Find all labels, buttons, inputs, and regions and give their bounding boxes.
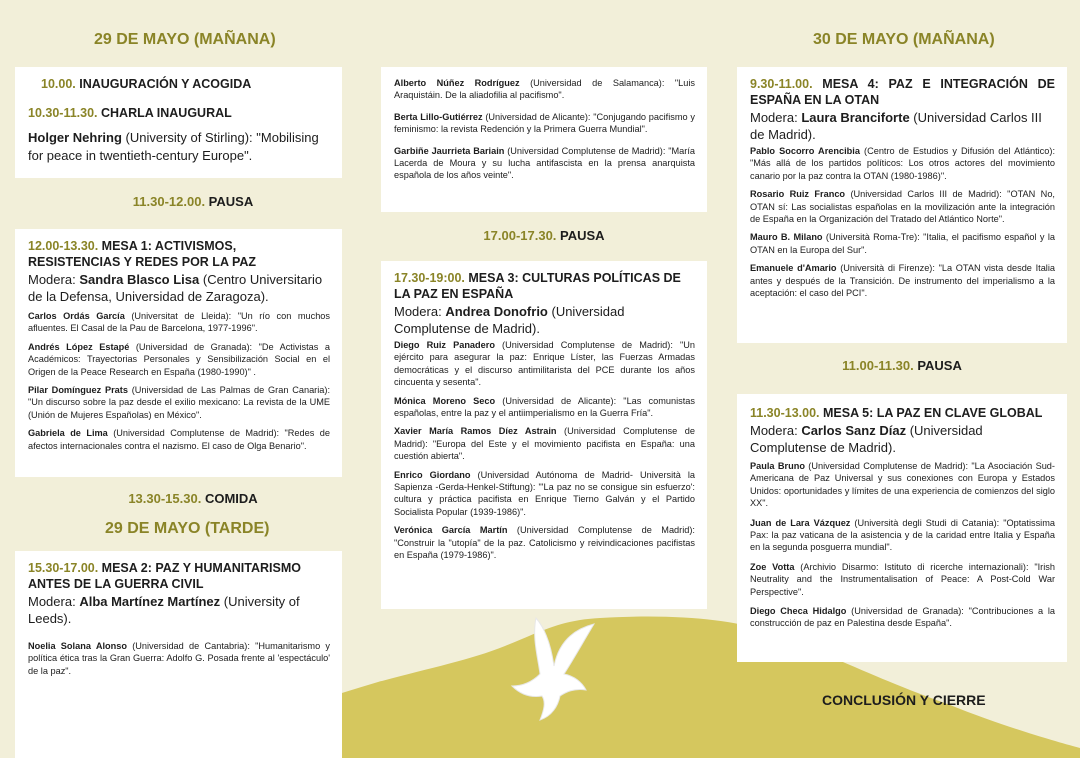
paper-item: Mauro B. Milano (Università Roma-Tre): "Italia, el pacifismo español y la OTAN en la Europa del Sur". bbox=[750, 232, 1055, 255]
paper-item: Xavier María Ramos Díez Astrain (Universidad Complutense de Madrid): "Europa del Este y el movimiento pacifista en España: una cuestión abierta". bbox=[394, 426, 695, 462]
mesa-1-box bbox=[15, 229, 342, 477]
mesa-3-papers bbox=[394, 339, 695, 562]
mesa-2-continued-box bbox=[381, 67, 707, 212]
paper-item: Juan de Lara Vázquez (Università degli Studi di Catania): "Optatissima Pax: la paz vaticana de la asistencia y de la caridad entre Italia y España en la segunda posguerra mundial". bbox=[750, 517, 1055, 553]
mesa-3-box bbox=[381, 261, 707, 609]
mesa-2-heading: 15.30-17.00. MESA 2: PAZ Y HUMANITARISMO ANTES DE LA GUERRA CIVIL bbox=[28, 561, 301, 591]
mesa-5-box bbox=[737, 394, 1067, 662]
mesa-1-heading: 12.00-13.30. MESA 1: ACTIVISMOS, RESISTENCIAS Y REDES POR LA PAZ bbox=[28, 239, 257, 269]
opening-box bbox=[15, 67, 342, 178]
paper-item: Pablo Socorro Arencibia (Centro de Estudios y Difusión del Atlántico): "Más allá de los partidos políticos: Los otros actores del movimiento canario por la paz contra la OTAN (1980-1986)". bbox=[750, 146, 1055, 181]
keynote-speaker: Holger Nehring (University of Stirling): "Mobilising for peace in twentieth-century Europe". bbox=[28, 130, 319, 163]
paper-item: Gabriela de Lima (Universidad Complutense de Madrid): "Redes de afectos internacionales contra el nazismo. El caso de Olga Benario". bbox=[28, 428, 330, 451]
day-heading-30-morning: 30 DE MAYO (MAÑANA) bbox=[813, 31, 995, 48]
mesa-1-papers bbox=[28, 310, 330, 452]
mesa-4-heading: 9.30-11.00. MESA 4: PAZ E INTEGRACIÓN DE ESPAÑA EN LA OTAN bbox=[750, 77, 1055, 107]
paper-item: Paula Bruno (Universidad Complutense de Madrid): "La Asociación Sud-Americana de Paz Universal y sus conexiones con Europa y Estados Unidos: oportunidades y límites de una experiencia de comienzos del siglo XX". bbox=[750, 461, 1055, 509]
paper-item: Zoe Votta (Archivio Disarmo: Istituto di ricerche internazionali): "Irish Neutrality and the Instrumentalisation of Peace: A Post-Cold War Perspective". bbox=[750, 561, 1055, 597]
pause-1: 11.30-12.00. PAUSA bbox=[132, 194, 254, 209]
paper-item: Carlos Ordás García (Universitat de Lleida): "Un río con muchos afluentes. El Casal de la Pau de Barcelona, 1977-1996". bbox=[28, 311, 331, 334]
paper-item: Mónica Moreno Seco (Universidad de Alicante): "Las comunistas españolas, entre la paz y el antiimperialismo en la Guerra Fría". bbox=[394, 395, 696, 419]
mesa-2-moderator: Modera: Alba Martínez Martínez (University of Leeds). bbox=[28, 594, 300, 626]
lunch-break: 13.30-15.30. COMIDA bbox=[128, 491, 258, 506]
paper-item: Alberto Núñez Rodríguez (Universidad de Salamanca): "Luis Araquistáin. De la aliadofilia al pacifismo". bbox=[394, 78, 695, 101]
paper-item: Noelia Solana Alonso (Universidad de Cantabria): "Humanitarismo y política ética tras la Gran Guerra: Adolfo G. Posada frente al 'espectáculo' de la paz". bbox=[28, 641, 331, 676]
mesa-1-moderator: Modera: Sandra Blasco Lisa (Centro Universitario de la Defensa, Universidad de Zaragoza). bbox=[28, 272, 323, 304]
opening-heading: 10.00. INAUGURACIÓN Y ACOGIDA bbox=[41, 77, 252, 91]
mesa-4-papers bbox=[750, 145, 1055, 299]
mesa-3-heading: 17.30-19:00. MESA 3: CULTURAS POLÍTICAS DE LA PAZ EN ESPAÑA bbox=[394, 271, 681, 301]
paper-item: Verónica García Martín (Universidad Complutense de Madrid): "Construir la "utopía" de la paz. Catolicismo y reivindicaciones pacifistas en España (1979-1986)". bbox=[394, 525, 695, 561]
paper-item: Diego Ruiz Panadero (Universidad Complutense de Madrid): "Un ejército para asegurar la paz: Enrique Líster, las Fuerzas Armadas democráticas y el discurso antimilitarista del PCE durante los años cincuenta y sesenta". bbox=[394, 340, 695, 388]
mesa-5-moderator: Modera: Carlos Sanz Díaz (Universidad Complutense de Madrid). bbox=[750, 423, 983, 455]
paper-item: Enrico Giordano (Universidad Autónoma de Madrid- Università la Sapienza -Gerda-Henkel-Stiftung): "'La paz no se consigue sin esfuerzo': cultura y práctica pacifista en Enrique Tierno Galván y el Partido Socialista Popular (1939-1986)". bbox=[394, 469, 695, 517]
pause-3: 11.00-11.30. PAUSA bbox=[842, 358, 962, 373]
day-heading-29-afternoon: 29 DE MAYO (TARDE) bbox=[105, 520, 270, 537]
pause-2: 17.00-17.30. PAUSA bbox=[483, 228, 605, 243]
mesa-2-box bbox=[15, 551, 342, 758]
paper-item: Rosario Ruiz Franco (Universidad Carlos III de Madrid): "OTAN No, OTAN sí: Las socialistas españolas en la movilización ante la integración de España en la Organización del Tratado del Atlántico Norte". bbox=[750, 189, 1055, 225]
mesa-5-heading: 11.30-13.00. MESA 5: LA PAZ EN CLAVE GLOBAL bbox=[750, 406, 1043, 420]
mesa-4-box bbox=[737, 67, 1067, 343]
closing-heading: CONCLUSIÓN Y CIERRE bbox=[822, 692, 986, 708]
mesa-4-moderator: Modera: Laura Branciforte (Universidad Carlos III de Madrid). bbox=[750, 110, 1042, 142]
mesa-3-moderator: Modera: Andrea Donofrio (Universidad Complutense de Madrid). bbox=[394, 304, 625, 336]
mesa-5-papers bbox=[750, 460, 1055, 630]
paper-item: Emanuele d'Amario (Università di Firenze): "La OTAN vista desde Italia antes y después de la Transición. De instrumento del imperialismo a la aceptación: el caso del PCI". bbox=[750, 263, 1056, 299]
day-heading-29-morning: 29 DE MAYO (MAÑANA) bbox=[94, 31, 276, 48]
paper-item: Berta Lillo-Gutiérrez (Universidad de Alicante): "Conjugando pacifismo y feminismo: la revista Redención y la Primera Guerra Mundial". bbox=[394, 111, 695, 135]
paper-item: Pilar Domínguez Prats (Universidad de Las Palmas de Gran Canaria): "Un discurso sobre la paz desde el exilio mexicano: La revista de la UME (Unión de Mujeres Españolas) en México". bbox=[28, 385, 330, 420]
paper-item: Andrés López Estapé (Universidad de Granada): "De Activistas a Académicos: Trayectorias Personales y Sensibilización Social en el Origen de la Peace Research en España (1980-1990)" . bbox=[28, 341, 330, 377]
paper-item: Garbiñe Jaurrieta Bariain (Universidad Complutense de Madrid): "María Lacerda de Moura y su lucha antifascista en la prensa anarquista española de los años veinte". bbox=[394, 145, 695, 181]
keynote-heading: 10.30-11.30. CHARLA INAUGURAL bbox=[28, 106, 232, 120]
paper-item: Diego Checa Hidalgo (Universidad de Granada): "Contribuciones a la construcción de paz en Palestina desde España". bbox=[750, 606, 1056, 629]
white-dove-icon bbox=[508, 612, 600, 722]
